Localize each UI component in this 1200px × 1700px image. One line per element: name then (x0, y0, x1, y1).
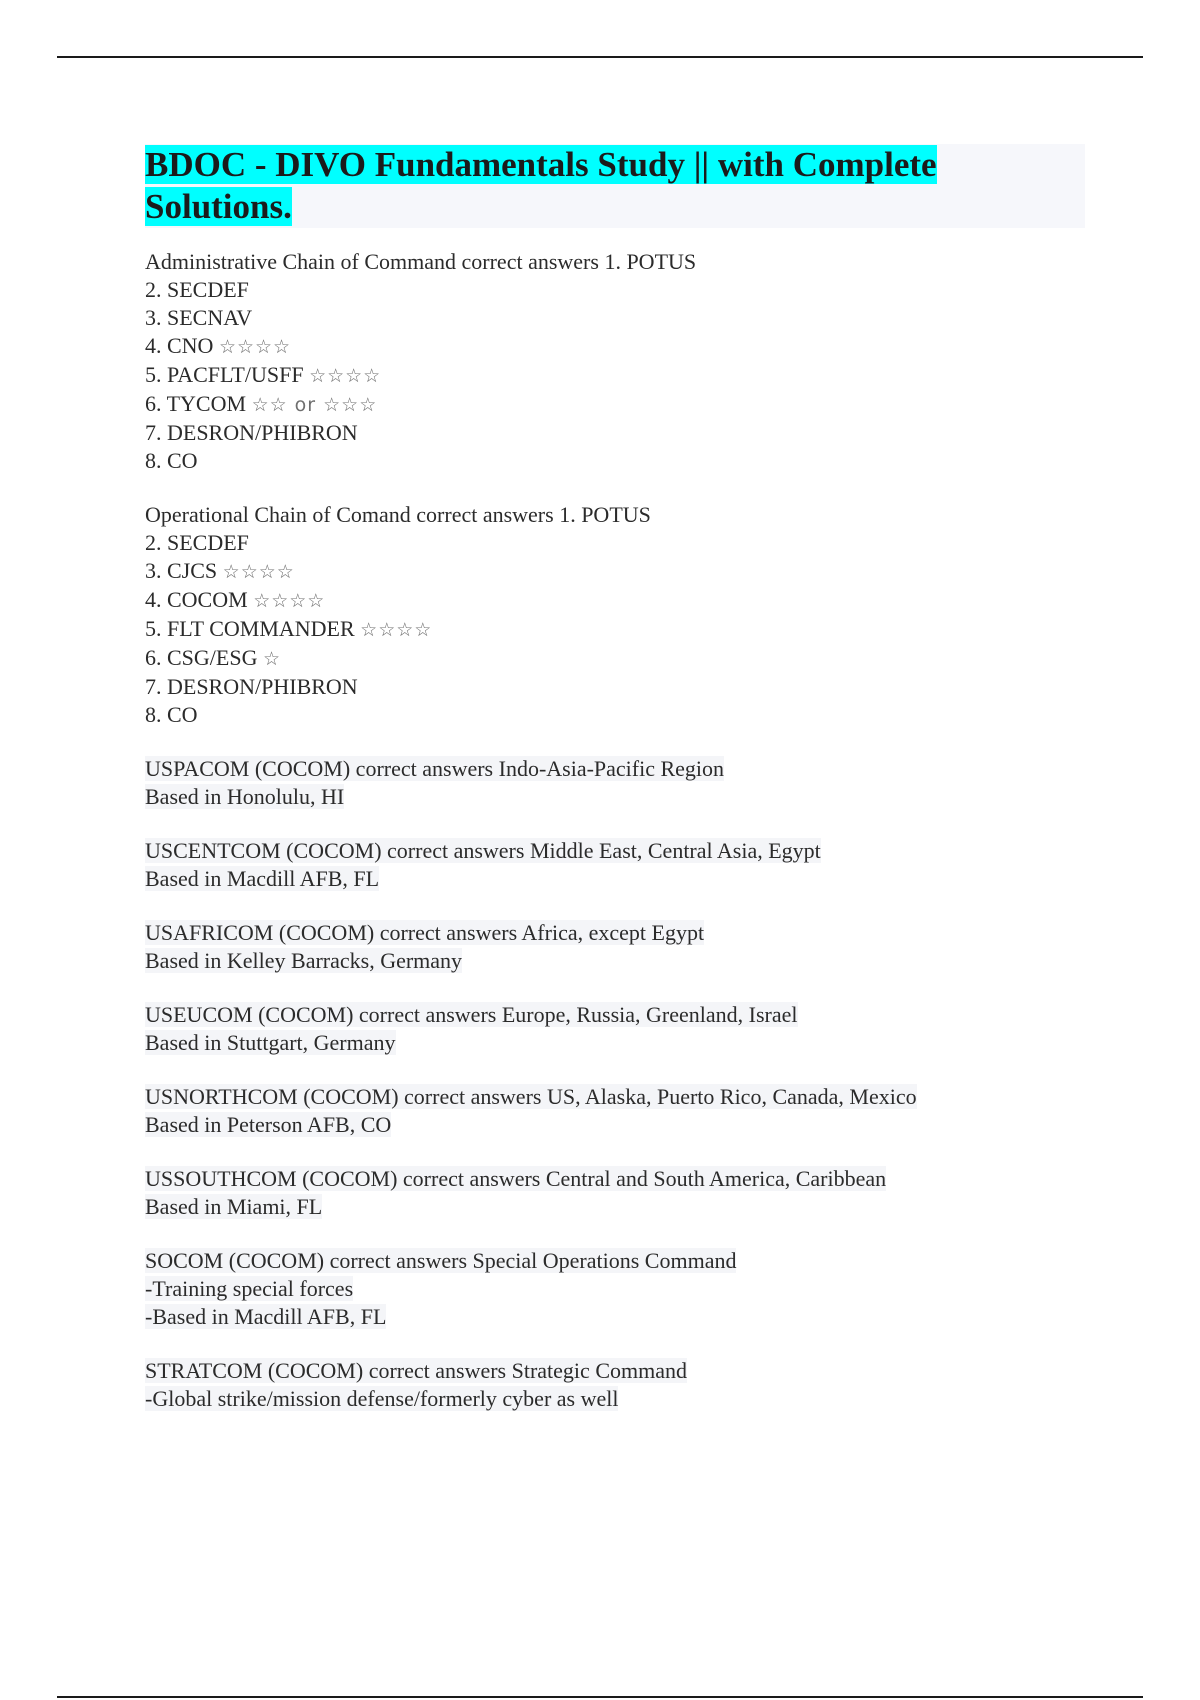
entry-question-line (145, 501, 1085, 529)
entry-question-line (145, 755, 1085, 783)
entry-question-line (145, 919, 1085, 947)
entry-question-line (145, 837, 1085, 865)
entry-text: 8. CO (145, 702, 198, 727)
entry-text: 6. CSG/ESG (145, 645, 258, 670)
entry-answer-line (145, 644, 1085, 673)
entry-text: 7. DESRON/PHIBRON (145, 674, 358, 699)
entry-list (145, 248, 1085, 1413)
qa-entry (145, 1083, 1085, 1139)
qa-entry (145, 755, 1085, 811)
entry-answer-line (145, 865, 1085, 893)
entry-answer-line (145, 361, 1085, 390)
entry-question-line (145, 1165, 1085, 1193)
entry-text: 4. COCOM (145, 587, 248, 612)
entry-text: 2. SECDEF (145, 530, 249, 555)
rank-stars-icon: ☆☆ or ☆☆☆ (251, 394, 378, 416)
entry-text: USNORTHCOM (COCOM) correct answers US, Alaska, Puerto Rico, Canada, Mexico (145, 1084, 917, 1109)
entry-text: USEUCOM (COCOM) correct answers Europe, Russia, Greenland, Israel (145, 1002, 798, 1027)
entry-answer-line (145, 783, 1085, 811)
top-rule (57, 56, 1143, 58)
rank-stars-icon: ☆☆☆☆ (253, 590, 326, 612)
entry-text: USCENTCOM (COCOM) correct answers Middle East, Central Asia, Egypt (145, 838, 821, 863)
document-body (145, 144, 1085, 1439)
entry-answer-line (145, 1111, 1085, 1139)
qa-entry (145, 501, 1085, 729)
rank-stars-icon: ☆☆☆☆ (218, 336, 292, 358)
entry-text: 3. SECNAV (145, 305, 253, 330)
entry-text: USPACOM (COCOM) correct answers Indo-Asia-Pacific Region (145, 756, 725, 781)
entry-answer-line (145, 673, 1085, 701)
rank-stars-icon: ☆ (262, 648, 282, 670)
entry-text: 5. FLT COMMANDER (145, 616, 355, 641)
title-block (145, 144, 1085, 228)
entry-text: 6. TYCOM (145, 391, 247, 416)
entry-text: USAFRICOM (COCOM) correct answers Africa, except Egypt (145, 920, 705, 945)
entry-text: -Based in Macdill AFB, FL (145, 1304, 387, 1329)
entry-question-line (145, 1083, 1085, 1111)
entry-text: USSOUTHCOM (COCOM) correct answers Central and South America, Caribbean (145, 1166, 887, 1191)
qa-entry (145, 1247, 1085, 1331)
entry-answer-line (145, 947, 1085, 975)
entry-answer-line (145, 390, 1085, 419)
qa-entry (145, 837, 1085, 893)
entry-text: Based in Miami, FL (145, 1194, 323, 1219)
entry-text: 7. DESRON/PHIBRON (145, 420, 358, 445)
entry-text: -Global strike/mission defense/formerly cyber as well (145, 1386, 619, 1411)
qa-entry (145, 1001, 1085, 1057)
entry-answer-line (145, 332, 1085, 361)
entry-question-line (145, 1247, 1085, 1275)
entry-text: 2. SECDEF (145, 277, 249, 302)
document-title-text: BDOC - DIVO Fundamentals Study || with Complete Solutions. (145, 145, 937, 226)
document-title (145, 144, 1085, 228)
entry-answer-line (145, 701, 1085, 729)
entry-question-line (145, 1357, 1085, 1385)
entry-answer-line (145, 1193, 1085, 1221)
entry-answer-line (145, 1303, 1085, 1331)
entry-answer-line (145, 529, 1085, 557)
entry-text: 3. CJCS (145, 558, 218, 583)
entry-answer-line (145, 419, 1085, 447)
entry-text: 5. PACFLT/USFF (145, 362, 304, 387)
rank-stars-icon: ☆☆☆☆ (360, 619, 433, 641)
entry-text: Based in Stuttgart, Germany (145, 1030, 396, 1055)
entry-answer-line (145, 276, 1085, 304)
entry-answer-line (145, 557, 1085, 586)
entry-question-line (145, 1001, 1085, 1029)
entry-text: Based in Honolulu, HI (145, 784, 345, 809)
entry-answer-line (145, 1385, 1085, 1413)
entry-text: SOCOM (COCOM) correct answers Special Operations Command (145, 1248, 737, 1273)
entry-answer-line (145, 586, 1085, 615)
entry-answer-line (145, 1029, 1085, 1057)
qa-entry (145, 919, 1085, 975)
entry-question-line (145, 248, 1085, 276)
rank-stars-icon: ☆☆☆☆ (222, 561, 295, 583)
entry-text: 4. CNO (145, 333, 214, 358)
entry-answer-line (145, 304, 1085, 332)
qa-entry (145, 1165, 1085, 1221)
entry-text: Based in Kelley Barracks, Germany (145, 948, 463, 973)
rank-stars-icon: ☆☆☆☆ (309, 365, 382, 387)
entry-text: -Training special forces (145, 1276, 354, 1301)
entry-text: Based in Peterson AFB, CO (145, 1112, 392, 1137)
entry-text: Operational Chain of Comand correct answers 1. POTUS (145, 502, 651, 527)
bottom-rule (57, 1696, 1143, 1698)
entry-text: STRATCOM (COCOM) correct answers Strategic Command (145, 1358, 687, 1383)
entry-answer-line (145, 447, 1085, 475)
qa-entry (145, 1357, 1085, 1413)
entry-text: 8. CO (145, 448, 198, 473)
entry-text: Administrative Chain of Command correct answers 1. POTUS (145, 249, 697, 274)
entry-text: Based in Macdill AFB, FL (145, 866, 380, 891)
entry-answer-line (145, 1275, 1085, 1303)
entry-answer-line (145, 615, 1085, 644)
qa-entry (145, 248, 1085, 475)
